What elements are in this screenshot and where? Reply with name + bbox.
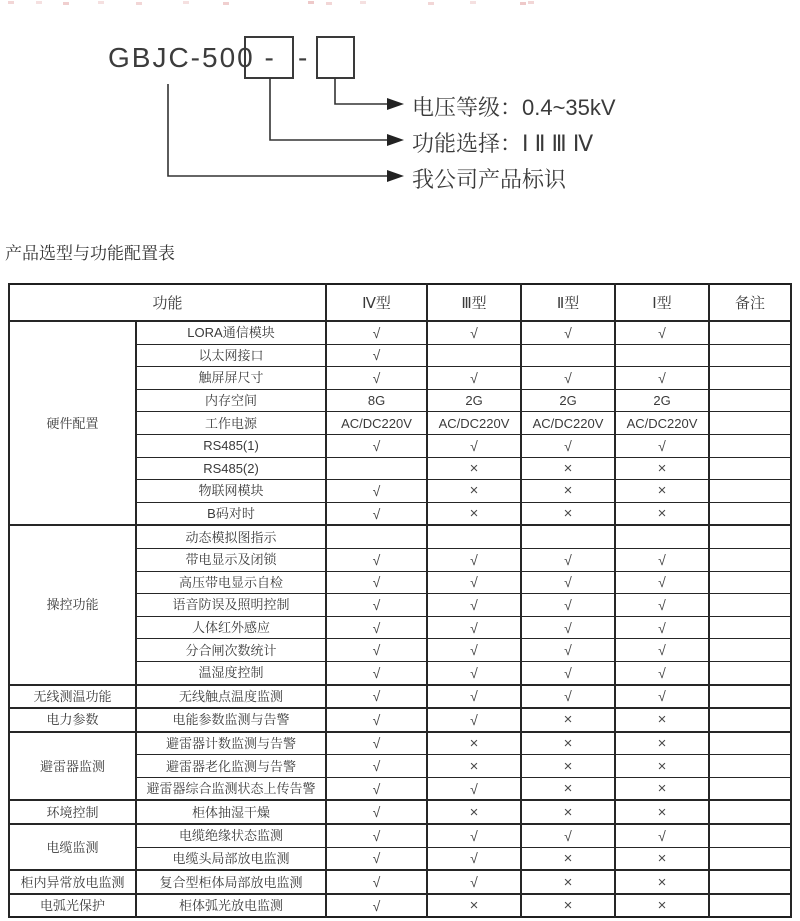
value-cell	[709, 755, 791, 778]
cross-mark: ×	[615, 800, 709, 824]
function-cell	[136, 344, 326, 367]
cross-mark: ×	[521, 894, 615, 918]
function-cell	[136, 389, 326, 412]
check-mark: √	[427, 870, 521, 894]
check-mark: √	[326, 571, 427, 594]
table-row	[9, 870, 791, 894]
check-mark: √	[326, 321, 427, 344]
check-mark: √	[615, 639, 709, 662]
check-mark: √	[326, 661, 427, 684]
value-cell	[427, 344, 521, 367]
label-company-brand: 我公司产品标识	[412, 167, 567, 192]
check-mark: √	[427, 708, 521, 732]
cross-mark: ×	[521, 732, 615, 755]
category-cell: 避雷器监测	[9, 732, 136, 801]
check-mark: √	[427, 847, 521, 870]
function-cell	[136, 594, 326, 617]
table-header-row	[9, 284, 791, 321]
cross-mark: ×	[521, 847, 615, 870]
function-label: 语音防误及照明控制	[172, 597, 290, 613]
check-mark: √	[427, 639, 521, 662]
check-mark: √	[326, 639, 427, 662]
leader-line-function	[270, 78, 388, 140]
table-row	[9, 894, 791, 918]
check-mark: √	[615, 616, 709, 639]
check-mark: √	[326, 755, 427, 778]
value-cell	[709, 344, 791, 367]
label-function-select: 功能选择：Ⅰ Ⅱ Ⅲ Ⅳ	[412, 131, 594, 156]
function-label: 柜体抽湿干燥	[192, 804, 271, 820]
function-cell	[136, 777, 326, 800]
category-cell: 硬件配置	[9, 321, 136, 525]
function-label: 温湿度控制	[198, 665, 264, 681]
value-cell	[709, 571, 791, 594]
check-mark: √	[521, 616, 615, 639]
check-mark: √	[427, 594, 521, 617]
cross-mark: ×	[615, 847, 709, 870]
function-cell	[136, 732, 326, 755]
cross-mark: ×	[521, 502, 615, 525]
function-label: 动态模拟图指示	[185, 529, 277, 545]
check-mark: √	[521, 548, 615, 571]
product-config-table	[8, 283, 792, 918]
cross-mark: ×	[427, 480, 521, 503]
check-mark: √	[615, 685, 709, 709]
check-mark: √	[521, 321, 615, 344]
value-cell: 2G	[521, 389, 615, 412]
value-cell	[709, 870, 791, 894]
check-mark: √	[427, 777, 521, 800]
value-cell	[709, 639, 791, 662]
function-cell	[136, 367, 326, 390]
value-cell	[709, 894, 791, 918]
function-label: 工作电源	[205, 415, 258, 431]
value-cell	[709, 434, 791, 457]
value-cell	[709, 824, 791, 847]
leader-line-voltage	[335, 78, 388, 104]
value-cell	[709, 616, 791, 639]
function-label: 带电显示及闭锁	[185, 552, 277, 568]
function-label: 避雷器综合监测状态上传告警	[146, 781, 316, 797]
check-mark: √	[427, 321, 521, 344]
function-cell	[136, 708, 326, 732]
check-mark: √	[427, 661, 521, 684]
function-label: LORA通信模块	[187, 325, 275, 341]
cross-mark: ×	[427, 732, 521, 755]
value-cell	[521, 525, 615, 548]
check-mark: √	[521, 685, 615, 709]
header-type-4: Ⅳ型	[326, 284, 427, 321]
check-mark: √	[326, 708, 427, 732]
check-mark: √	[615, 321, 709, 344]
value-cell	[709, 367, 791, 390]
check-mark: √	[521, 824, 615, 847]
cross-mark: ×	[615, 480, 709, 503]
check-mark: √	[326, 732, 427, 755]
cross-mark: ×	[615, 777, 709, 800]
table-row	[9, 321, 791, 344]
function-label: RS485(1)	[203, 438, 259, 454]
cross-mark: ×	[427, 800, 521, 824]
category-cell: 电缆监测	[9, 824, 136, 870]
cross-mark: ×	[615, 732, 709, 755]
function-cell	[136, 800, 326, 824]
function-label: RS485(2)	[203, 460, 259, 476]
check-mark: √	[427, 548, 521, 571]
function-label: 电缆头局部放电监测	[172, 850, 290, 866]
value-cell: 8G	[326, 389, 427, 412]
check-mark: √	[615, 434, 709, 457]
check-mark: √	[326, 480, 427, 503]
check-mark: √	[521, 661, 615, 684]
function-label: 电能参数监测与告警	[172, 712, 290, 728]
table-row	[9, 708, 791, 732]
function-label: 避雷器计数监测与告警	[166, 735, 297, 751]
arrow-icon	[387, 134, 404, 146]
function-cell	[136, 847, 326, 870]
value-cell	[709, 800, 791, 824]
cross-mark: ×	[615, 457, 709, 480]
check-mark: √	[326, 344, 427, 367]
header-type-1: Ⅰ型	[615, 284, 709, 321]
value-cell	[709, 548, 791, 571]
value-cell	[709, 502, 791, 525]
cross-mark: ×	[521, 457, 615, 480]
check-mark: √	[326, 894, 427, 918]
table-row	[9, 824, 791, 847]
value-cell	[709, 661, 791, 684]
cross-mark: ×	[521, 777, 615, 800]
value-cell	[615, 344, 709, 367]
value-cell	[709, 525, 791, 548]
function-cell	[136, 870, 326, 894]
function-label: B码对时	[207, 506, 255, 522]
table-row	[9, 800, 791, 824]
cross-mark: ×	[521, 708, 615, 732]
value-cell: 2G	[427, 389, 521, 412]
check-mark: √	[521, 571, 615, 594]
cross-mark: ×	[521, 870, 615, 894]
value-cell	[709, 412, 791, 435]
value-cell	[709, 685, 791, 709]
model-code-dash: -	[298, 42, 308, 73]
value-cell	[709, 480, 791, 503]
table-title: 产品选型与功能配置表	[5, 244, 175, 263]
value-cell: AC/DC220V	[615, 412, 709, 435]
function-cell	[136, 824, 326, 847]
header-type-3: Ⅲ型	[427, 284, 521, 321]
category-cell: 操控功能	[9, 525, 136, 684]
check-mark: √	[326, 777, 427, 800]
function-label: 物联网模块	[198, 483, 264, 499]
function-label: 复合型柜体局部放电监测	[159, 874, 303, 890]
function-label: 人体红外感应	[192, 620, 271, 636]
cross-mark: ×	[615, 870, 709, 894]
cross-mark: ×	[615, 894, 709, 918]
value-cell	[709, 777, 791, 800]
function-label: 内存空间	[205, 393, 258, 409]
check-mark: √	[326, 824, 427, 847]
cross-mark: ×	[427, 755, 521, 778]
check-mark: √	[521, 367, 615, 390]
config-table-body	[9, 321, 791, 917]
function-cell	[136, 755, 326, 778]
table-row	[9, 685, 791, 709]
value-cell	[709, 457, 791, 480]
category-cell: 柜内异常放电监测	[9, 870, 136, 894]
function-cell	[136, 525, 326, 548]
value-cell	[709, 708, 791, 732]
check-mark: √	[326, 548, 427, 571]
value-cell	[709, 321, 791, 344]
function-cell	[136, 661, 326, 684]
cross-mark: ×	[615, 502, 709, 525]
function-label: 触屏屏尺寸	[198, 370, 264, 386]
function-cell	[136, 548, 326, 571]
check-mark: √	[427, 616, 521, 639]
category-cell: 无线测温功能	[9, 685, 136, 709]
header-type-2: Ⅱ型	[521, 284, 615, 321]
diagram-lines	[0, 0, 800, 232]
check-mark: √	[615, 571, 709, 594]
leader-line-brand	[168, 84, 388, 176]
model-number-diagram	[0, 0, 800, 232]
function-cell	[136, 412, 326, 435]
cross-mark: ×	[427, 502, 521, 525]
function-label: 柜体弧光放电监测	[179, 898, 284, 914]
function-label: 以太网接口	[198, 347, 264, 363]
function-cell	[136, 502, 326, 525]
function-cell	[136, 894, 326, 918]
check-mark: √	[521, 594, 615, 617]
value-cell: AC/DC220V	[521, 412, 615, 435]
cross-mark: ×	[521, 480, 615, 503]
value-cell: AC/DC220V	[427, 412, 521, 435]
category-cell: 电弧光保护	[9, 894, 136, 918]
check-mark: √	[326, 434, 427, 457]
check-mark: √	[521, 434, 615, 457]
category-cell: 电力参数	[9, 708, 136, 732]
check-mark: √	[427, 824, 521, 847]
check-mark: √	[326, 685, 427, 709]
value-cell	[709, 389, 791, 412]
cross-mark: ×	[521, 800, 615, 824]
function-cell	[136, 571, 326, 594]
category-cell: 环境控制	[9, 800, 136, 824]
function-cell	[136, 685, 326, 709]
check-mark: √	[427, 434, 521, 457]
value-cell	[615, 525, 709, 548]
cross-mark: ×	[615, 708, 709, 732]
function-cell	[136, 480, 326, 503]
model-code: GBJC-500 -	[108, 42, 276, 73]
value-cell: AC/DC220V	[326, 412, 427, 435]
check-mark: √	[615, 824, 709, 847]
value-cell	[521, 344, 615, 367]
function-label: 电缆绝缘状态监测	[179, 828, 284, 844]
value-cell	[427, 525, 521, 548]
arrow-icon	[387, 98, 404, 110]
check-mark: √	[427, 685, 521, 709]
check-mark: √	[427, 367, 521, 390]
check-mark: √	[615, 367, 709, 390]
value-cell: 2G	[615, 389, 709, 412]
check-mark: √	[326, 502, 427, 525]
cross-mark: ×	[615, 755, 709, 778]
cross-mark: ×	[427, 457, 521, 480]
check-mark: √	[326, 367, 427, 390]
function-label: 高压带电显示自检	[179, 574, 284, 590]
arrow-icon	[387, 170, 404, 182]
check-mark: √	[326, 594, 427, 617]
label-voltage-grade: 电压等级：0.4~35kV	[412, 95, 616, 120]
value-cell	[326, 457, 427, 480]
function-cell	[136, 434, 326, 457]
function-label: 避雷器老化监测与告警	[166, 758, 297, 774]
header-function: 功能	[9, 284, 326, 321]
value-cell	[709, 847, 791, 870]
value-cell	[326, 525, 427, 548]
header-remark: 备注	[709, 284, 791, 321]
check-mark: √	[615, 661, 709, 684]
cross-mark: ×	[427, 894, 521, 918]
function-label: 无线触点温度监测	[179, 688, 284, 704]
code-box-2	[317, 37, 354, 78]
function-cell	[136, 616, 326, 639]
check-mark: √	[326, 616, 427, 639]
cross-mark: ×	[521, 755, 615, 778]
check-mark: √	[427, 571, 521, 594]
check-mark: √	[326, 870, 427, 894]
function-label: 分合闸次数统计	[185, 642, 277, 658]
function-cell	[136, 639, 326, 662]
check-mark: √	[615, 548, 709, 571]
table-row	[9, 732, 791, 755]
value-cell	[709, 594, 791, 617]
function-cell	[136, 457, 326, 480]
check-mark: √	[521, 639, 615, 662]
value-cell	[709, 732, 791, 755]
check-mark: √	[615, 594, 709, 617]
function-cell	[136, 321, 326, 344]
check-mark: √	[326, 847, 427, 870]
check-mark: √	[326, 800, 427, 824]
table-row	[9, 525, 791, 548]
